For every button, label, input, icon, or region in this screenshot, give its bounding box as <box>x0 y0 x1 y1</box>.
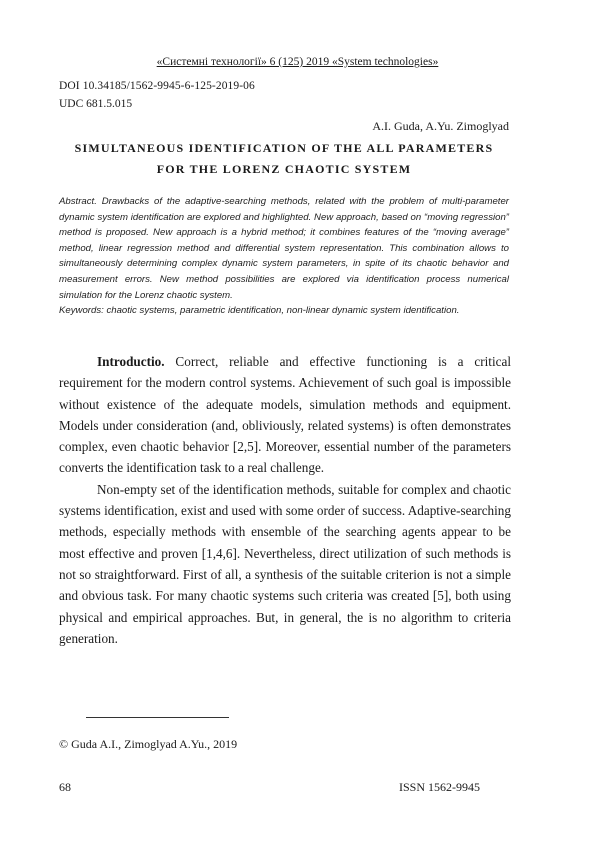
title-line-1: SIMULTANEOUS IDENTIFICATION OF THE ALL PARAMETERS <box>74 141 494 155</box>
page-number: 68 <box>59 780 71 794</box>
journal-header: «Системні технології» 6 (125) 2019 «System technologies» <box>156 56 439 68</box>
paragraph-1-text: Correct, reliable and effective functioning is a critical requirement for the modern control systems. Achievement of such goal is impossible without existence of the adequate models, simulation methods and equipment. Models under consideration (and, obliviously, related systems) is often demonstrates complex, even chaotic behavior [2,5]. Moreover, essential number of the parameters converts the identification task to a real challenge. <box>59 354 511 476</box>
paragraph-1 <box>59 351 511 479</box>
copyright-note: © Guda A.I., Zimoglyad A.Yu., 2019 <box>59 737 238 751</box>
issn: ISSN 1562-9945 <box>399 780 481 794</box>
article-title <box>59 138 509 180</box>
abstract-block <box>59 194 509 319</box>
doi-line: DOI 10.34185/1562-9945-6-125-2019-06 <box>59 80 255 92</box>
paragraph-2: Non-empty set of the identification methods, suitable for complex and chaotic systems identification, exist and used with some order of success. Adaptive-searching methods, especially methods with ensemble of the searching agents appear to be most effective and proven [1,4,6]. Nevertheless, direct utilization of such methods is not so straightforward. First of all, a synthesis of the suitable criterion is not a simple and obvious task. For many chaotic systems such criteria was created [5], both using physical and empirical approaches. But, in general, the is no algorithm to criteria generation. <box>59 481 511 646</box>
body-text <box>59 351 511 649</box>
title-line-2: FOR THE LORENZ CHAOTIC SYSTEM <box>156 162 412 176</box>
authors: A.I. Guda, A.Yu. Zimoglyad <box>372 119 509 133</box>
abstract-text: Abstract. Drawbacks of the adaptive-searching methods, related with the problem of multi-parameter dynamic system identification are explored and highlighted. New approach, based on “moving regression” method is proposed. New approach is a hybrid method; it combines features of the “moving average” method, linear regression method and differential system representation. This combination allows to simultaneously determining complex dynamic system parameters, in spite of its chaotic behavior and measurement errors. New method possibilities are explored via identification process numerical simulation for the Lorenz chaotic system. <box>59 196 509 301</box>
footnote-divider <box>86 717 229 718</box>
keywords: Keywords: chaotic systems, parametric identification, non-linear dynamic system identification. <box>59 305 460 317</box>
intro-heading: Introductio. <box>97 354 165 369</box>
udc-line: UDC 681.5.015 <box>59 98 133 110</box>
